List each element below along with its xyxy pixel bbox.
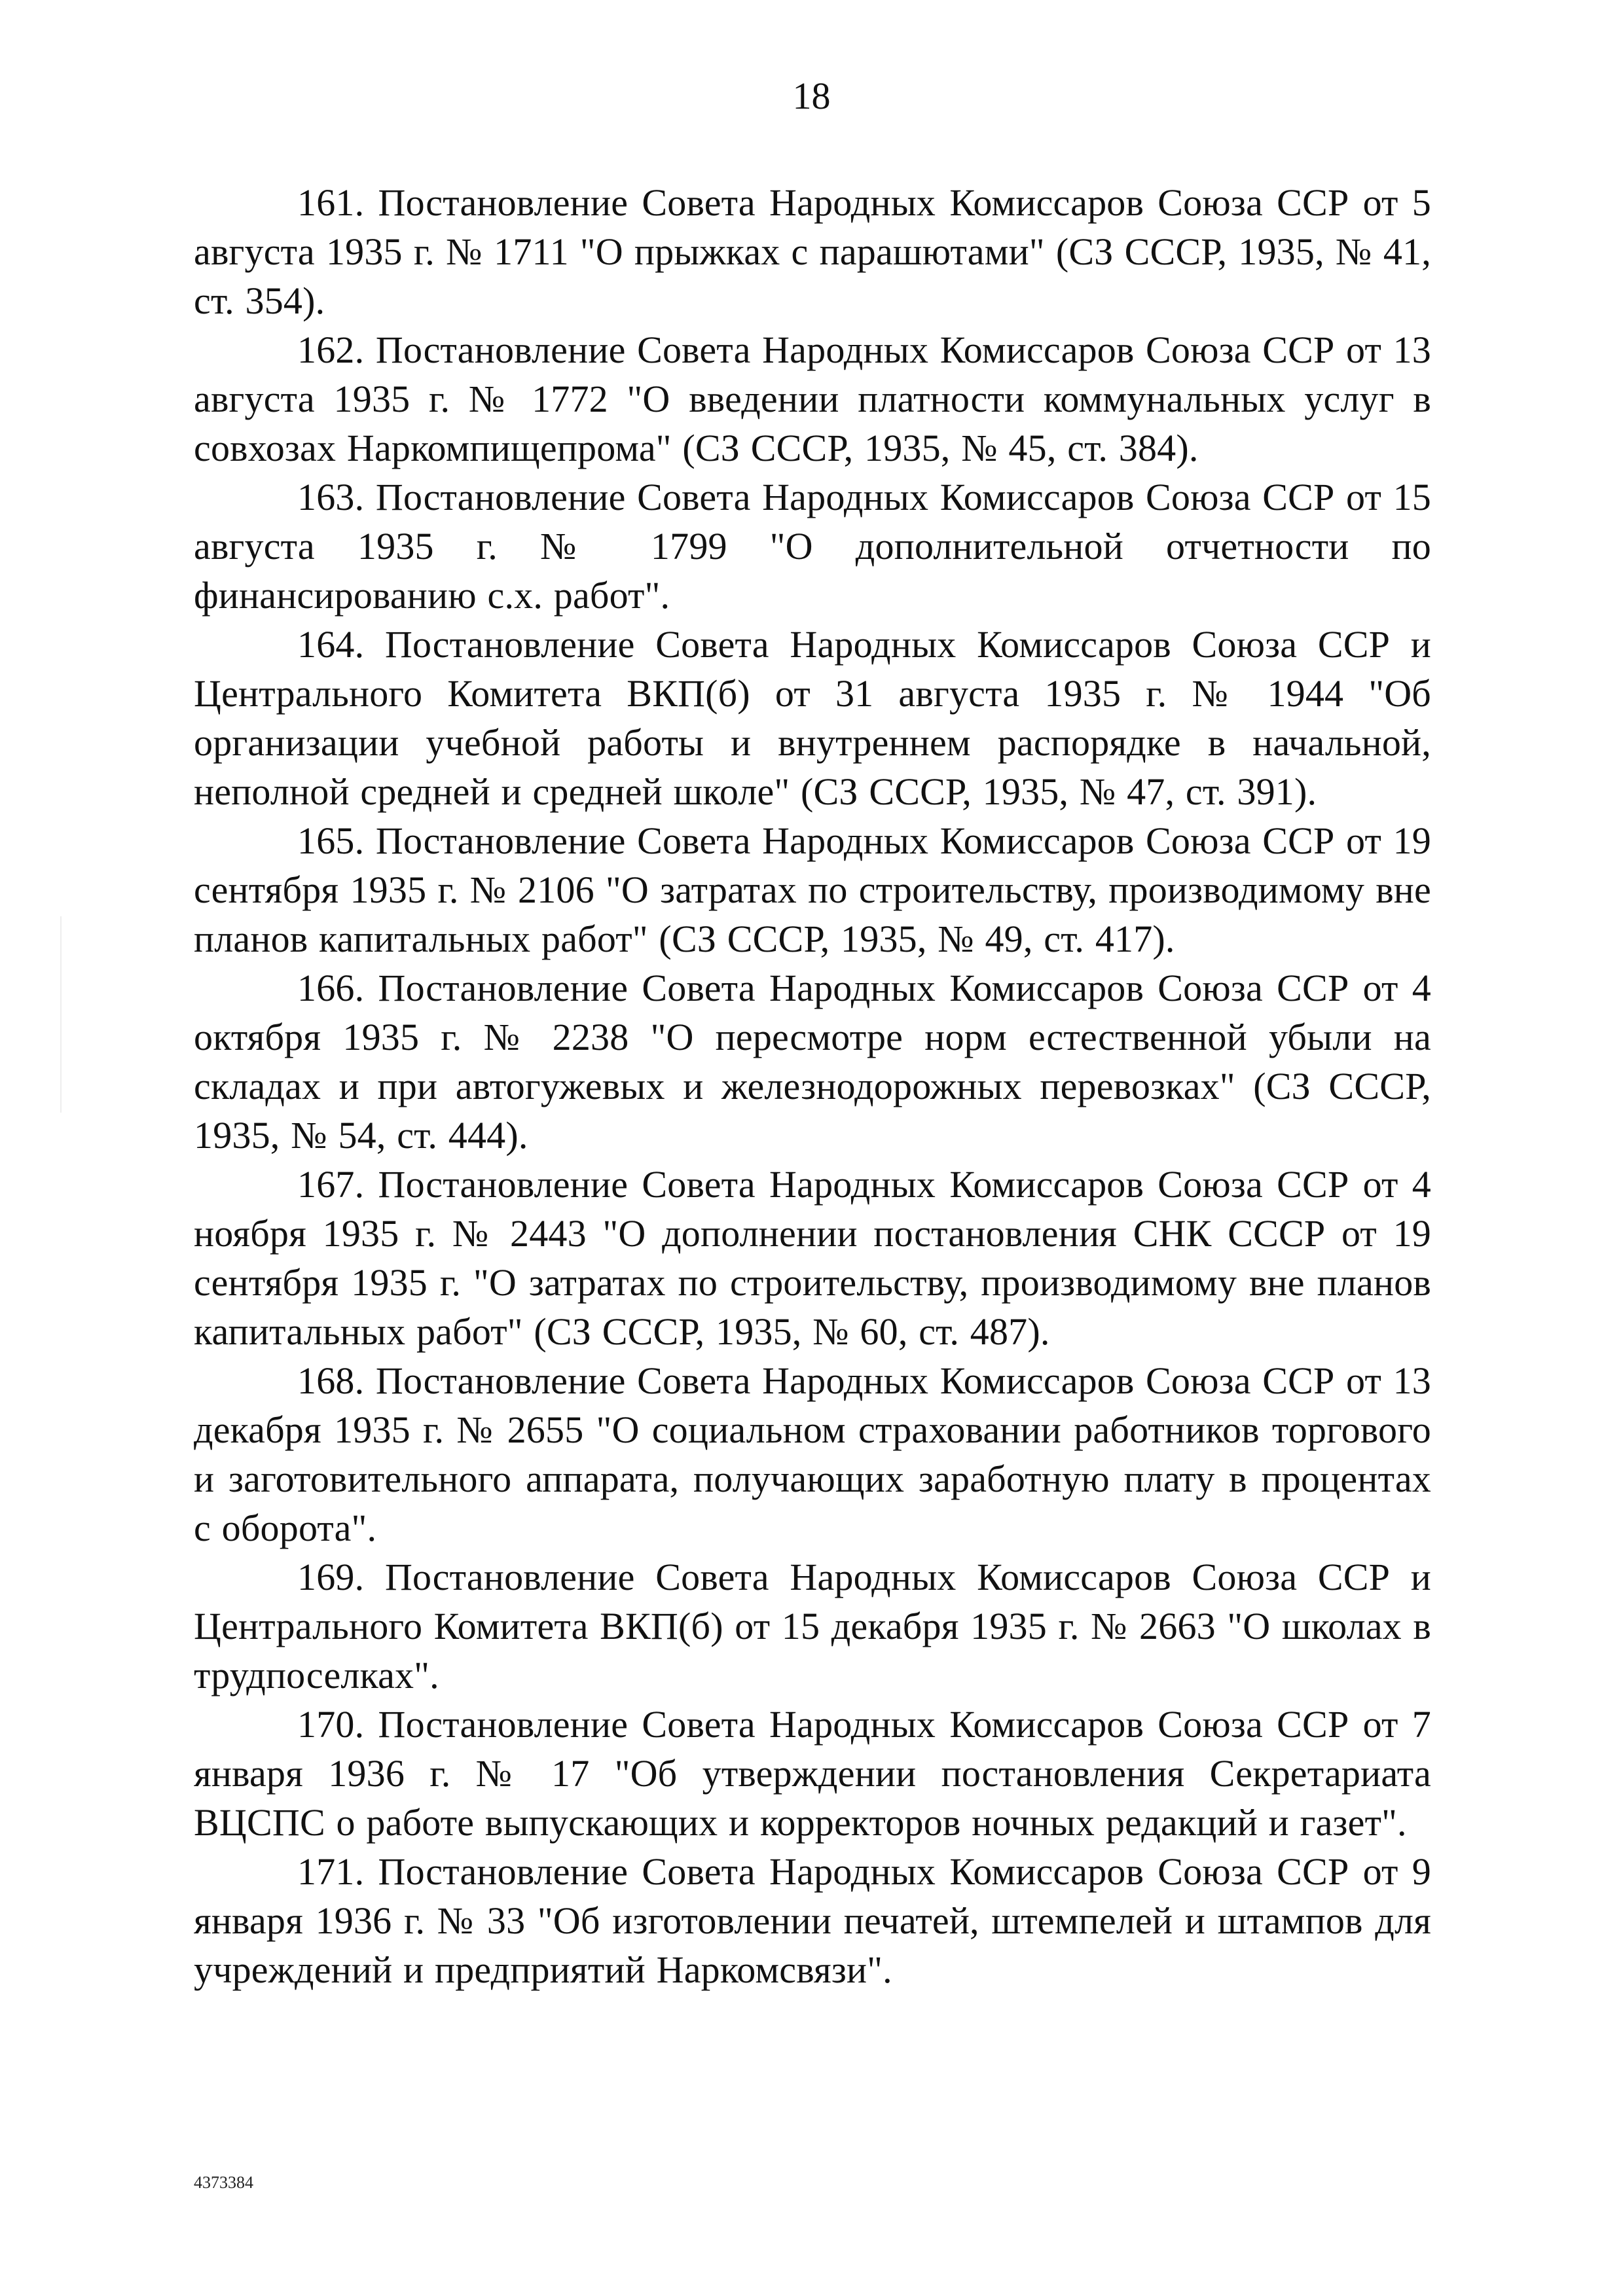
item-number: 165. (297, 819, 365, 862)
scan-edge-mark (60, 916, 62, 1113)
item-number: 167. (297, 1163, 365, 1206)
item-number: 163. (297, 476, 365, 518)
list-item (194, 178, 1431, 325)
item-text: Постановление Совета Народных Комиссаров Союза ССР от 13 декабря 1935 г. № 2655 "О социальном страховании работников торгового и заготовительного аппарата, получающих заработную плату в процентах с оборота". (194, 1359, 1432, 1549)
item-text: Постановление Совета Народных Комиссаров Союза ССР и Центрального Комитета ВКП(б) от 31 августа 1935 г. № 1944 "Об организации учебной работы и внутреннем распорядке в начальной, неполной средней и средней школе" (СЗ СССР, 1935, № 47, ст. 391). (194, 623, 1431, 813)
document-id: 4373384 (194, 2173, 253, 2192)
item-text: Постановление Совета Народных Комиссаров Союза ССР от 15 августа 1935 г. № 1799 "О дополнительной отчетности по финансированию с.х. работ". (194, 476, 1432, 617)
item-text: Постановление Совета Народных Комиссаров Союза ССР от 9 января 1936 г. № 33 "Об изготовлении печатей, штемпелей и штампов для учреждений и предприятий Наркомсвязи". (194, 1850, 1431, 1991)
list-item (194, 620, 1431, 816)
item-number: 164. (297, 623, 365, 666)
list-item (194, 1160, 1431, 1356)
list-item (194, 1847, 1431, 1994)
item-text: Постановление Совета Народных Комиссаров Союза ССР от 4 октября 1935 г. № 2238 "О пересмотре норм естественной убыли на складах и при автогужевых и железнодорожных перевозках" (СЗ СССР, 1935, № 54, ст. 444). (194, 967, 1431, 1157)
item-number: 169. (297, 1556, 365, 1598)
page-number: 18 (792, 75, 831, 117)
item-number: 162. (297, 329, 365, 371)
list-item (194, 1356, 1431, 1552)
item-number: 161. (297, 181, 365, 224)
item-number: 168. (297, 1359, 365, 1402)
item-text: Постановление Совета Народных Комиссаров Союза ССР от 4 ноября 1935 г. № 2443 "О дополнении постановления СНК СССР от 19 сентября 1935 г. "О затратах по строительству, производимому вне планов капитальных работ" (СЗ СССР, 1935, № 60, ст. 487). (194, 1163, 1431, 1353)
document-body (194, 178, 1431, 1994)
list-item (194, 963, 1431, 1160)
list-item (194, 1552, 1431, 1700)
item-number: 170. (297, 1703, 365, 1746)
list-item (194, 473, 1431, 620)
list-item (194, 1700, 1431, 1847)
item-text: Постановление Совета Народных Комиссаров Союза ССР и Центрального Комитета ВКП(б) от 15 декабря 1935 г. № 2663 "О школах в трудпоселках". (194, 1556, 1431, 1696)
list-item (194, 816, 1431, 963)
item-text: Постановление Совета Народных Комиссаров Союза ССР от 13 августа 1935 г. № 1772 "О введении платности коммунальных услуг в совхозах Наркомпищепрома" (СЗ СССР, 1935, № 45, ст. 384). (194, 329, 1432, 469)
item-number: 166. (297, 967, 365, 1009)
item-text: Постановление Совета Народных Комиссаров Союза ССР от 7 января 1936 г. № 17 "Об утверждении постановления Секретариата ВЦСПС о работе выпускающих и корректоров ночных редакций и газет". (194, 1703, 1431, 1844)
item-text: Постановление Совета Народных Комиссаров Союза ССР от 19 сентября 1935 г. № 2106 "О затратах по строительству, производимому вне планов капитальных работ" (СЗ СССР, 1935, № 49, ст. 417). (194, 819, 1432, 960)
item-text: Постановление Совета Народных Комиссаров Союза ССР от 5 августа 1935 г. № 1711 "О прыжках с парашютами" (СЗ СССР, 1935, № 41, ст. 354). (194, 181, 1431, 322)
list-item (194, 325, 1431, 473)
item-number: 171. (297, 1850, 365, 1893)
